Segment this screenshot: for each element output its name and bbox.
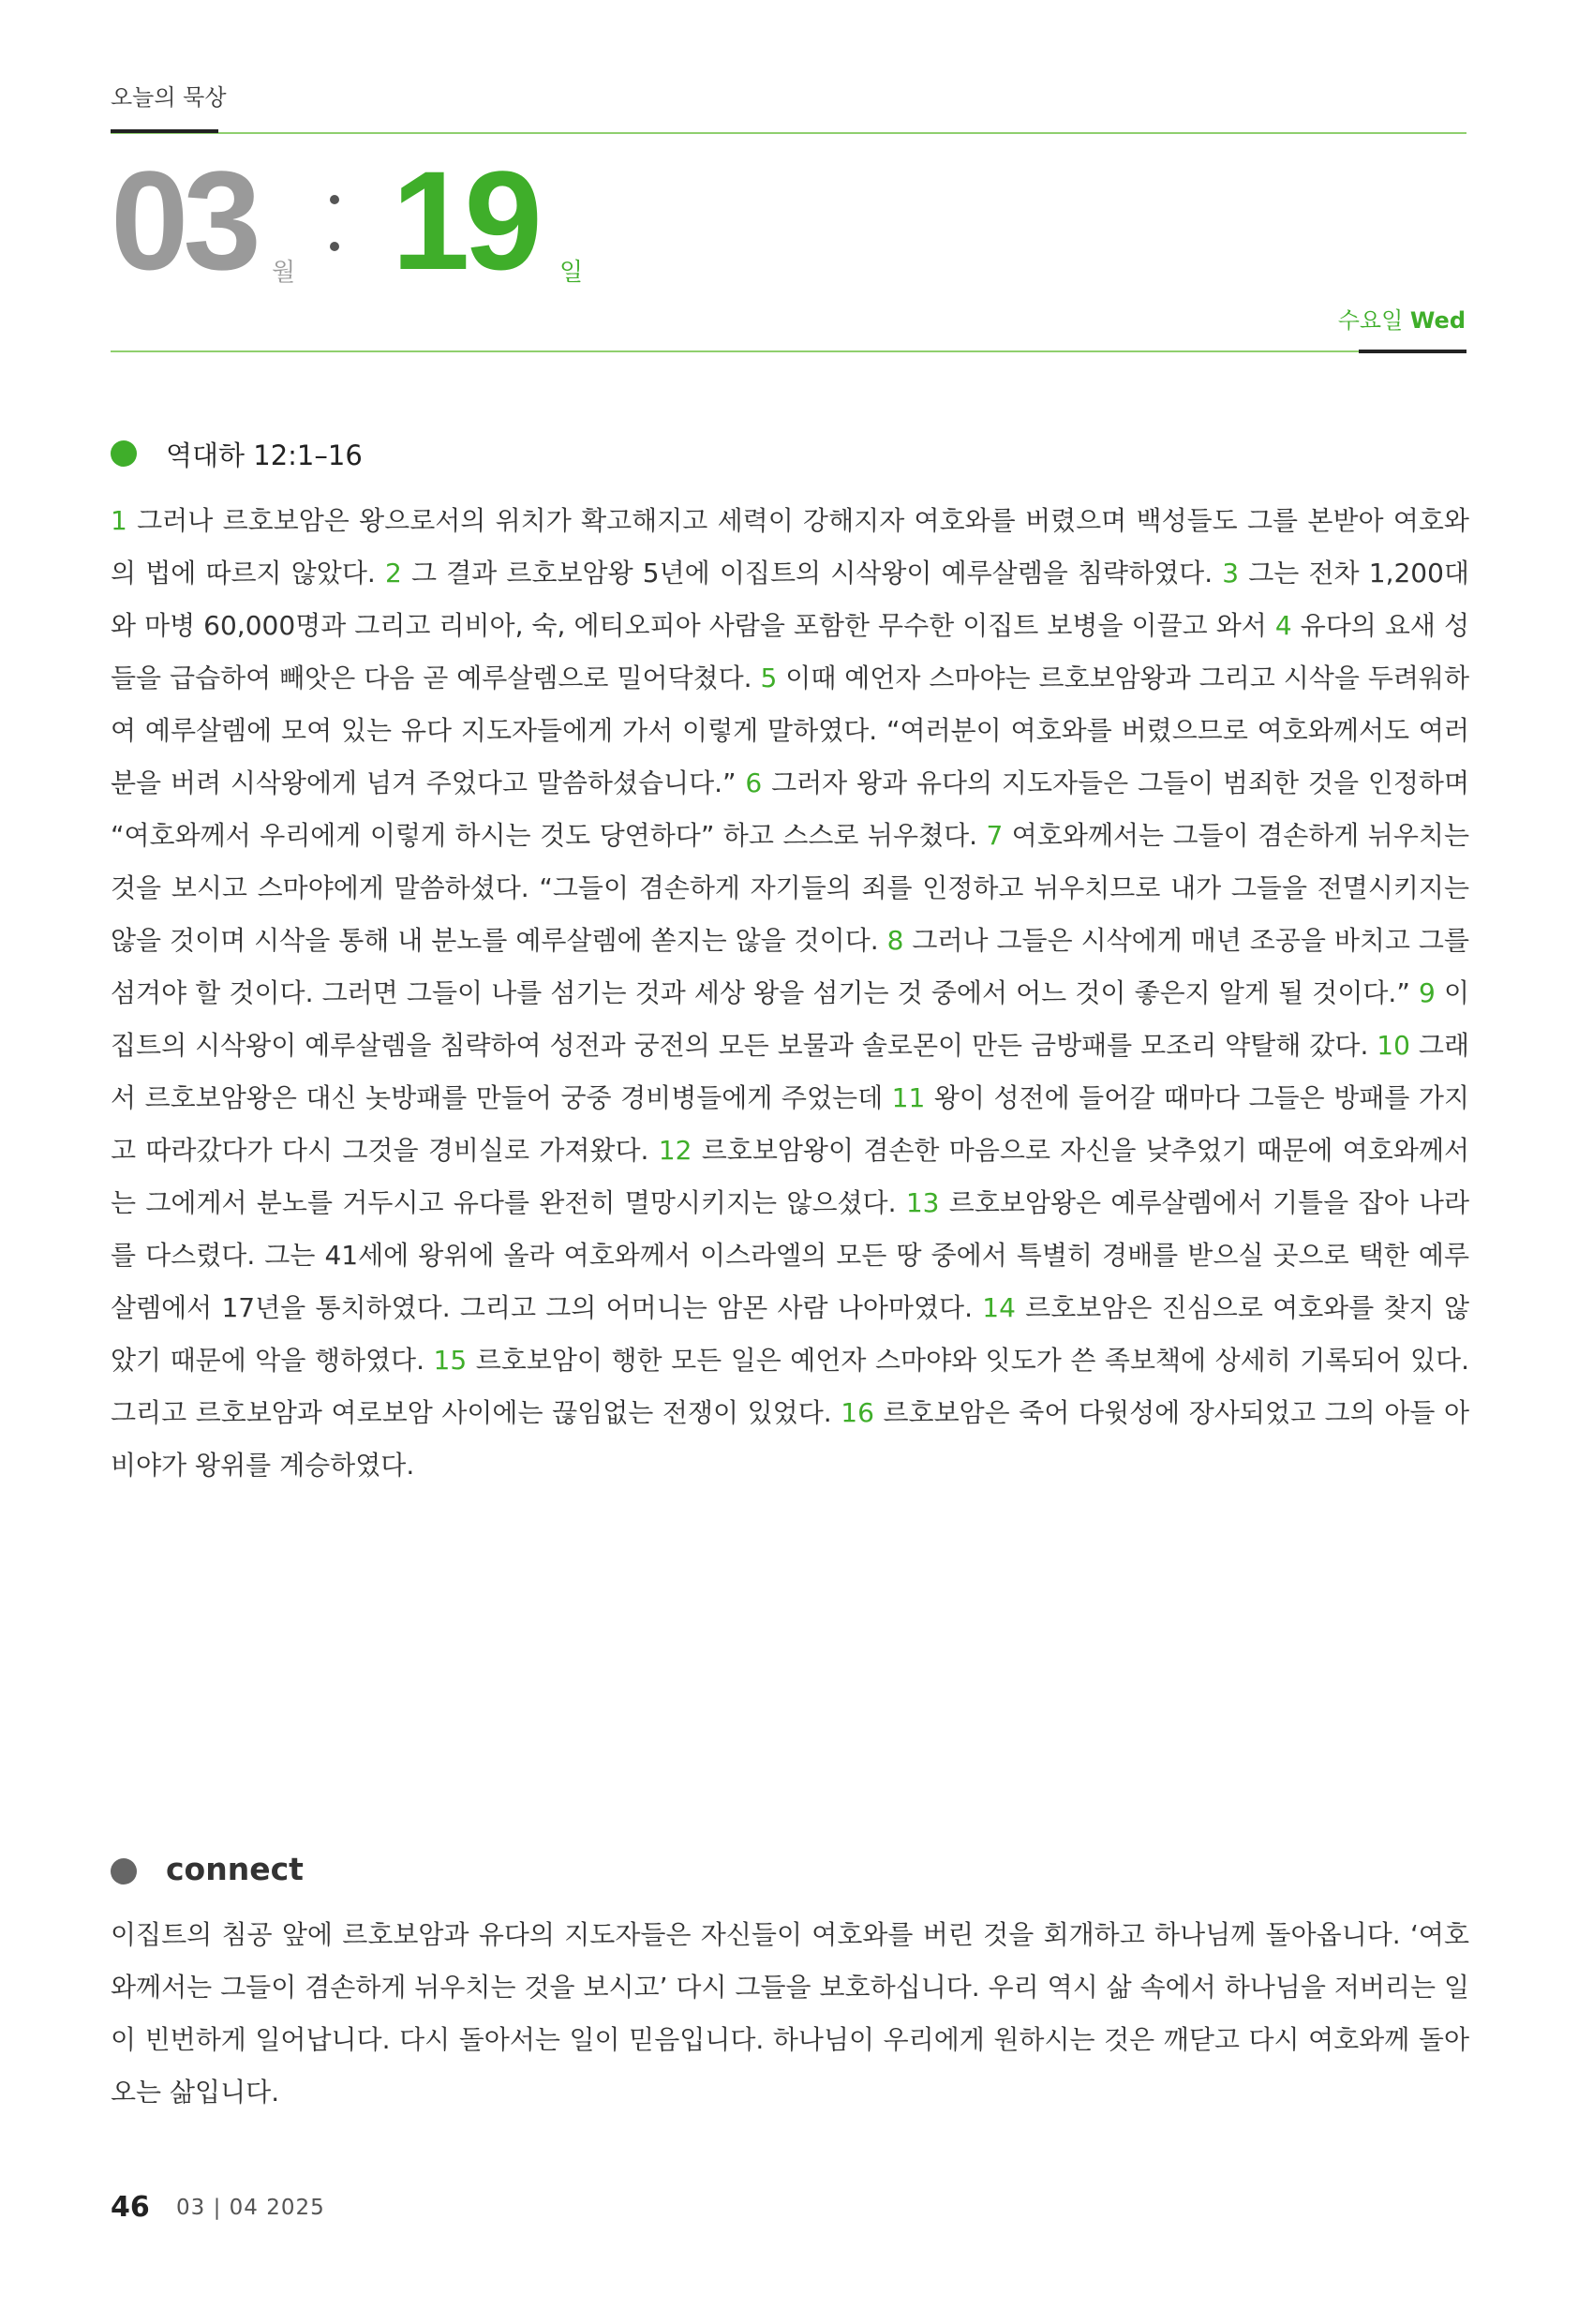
verse-number: 5: [760, 663, 778, 693]
verse-number: 9: [1418, 977, 1436, 1008]
verse-number: 15: [433, 1345, 468, 1376]
verse-text: 이집트의 시삭왕이 예루살렘을 침략하여 성전과 궁전의 모든 보물과 솔로몬이 만든 금방패를 모조리 약탈해 갔다.: [111, 977, 1469, 1061]
verse-number: 7: [986, 820, 1004, 851]
weekday-en: Wed: [1409, 307, 1466, 334]
month-label: 월: [272, 259, 296, 287]
scripture-text: [111, 495, 1469, 1492]
verse-text: 유다의 요새 성들을 급습하여 빼앗은 다음 곧 예루살렘으로 밀어닥쳤다.: [111, 610, 1470, 693]
verse-number: 8: [886, 925, 904, 956]
connect-text: 이집트의 침공 앞에 르호보암과 유다의 지도자들은 자신들이 여호와를 버린 것을 회개하고 하나님께 돌아옵니다. ‘여호와께서는 그들이 겸손하게 뉘우치는 것을 보시고’ 다시 그들을 보호하십니다. 우리 역시 삶 속에서 하나님을 저버리는 일이 빈번하게 일어납니다. 다시 돌아서는 일이 믿음입니다. 하나님이 우리에게 원하시는 것은 깨닫고 다시 여호와께 돌아오는 삶입니다.: [111, 1919, 1469, 2108]
verse-number: 10: [1377, 1030, 1410, 1061]
connect-title: connect: [166, 1851, 304, 1887]
verse-text: 르호보암왕이 겸손한 마음으로 자신을 낮추었기 때문에 여호와께서는 그에게서 분노를 거두시고 유다를 완전히 멸망시키지는 않으셨다.: [111, 1135, 1469, 1218]
verse-number: 3: [1222, 558, 1240, 588]
verse-text: 그러나 그들은 시삭에게 매년 조공을 바치고 그를 섬겨야 할 것이다. 그러면 그들이 나를 섬기는 것과 세상 왕을 섬기는 것 중에서 어느 것이 좋은지 알게 될 것이다.”: [111, 925, 1470, 1008]
verse-text: 르호보암이 행한 모든 일은 예언자 스마야와 잇도가 쓴 족보책에 상세히 기록되어 있다. 그리고 르호보암과 여로보암 사이에는 끊임없는 전쟁이 있었다.: [111, 1345, 1470, 1428]
verse-number: 16: [841, 1397, 874, 1428]
verse-number: 14: [982, 1292, 1016, 1323]
issue-info: 03 | 04 2025: [176, 2196, 325, 2220]
verse-text: 왕이 성전에 들어갈 때마다 그들은 방패를 가지고 따라갔다가 다시 그것을 경비실로 가져왔다.: [111, 1082, 1470, 1166]
verse-number: 11: [891, 1082, 926, 1113]
verse-number: 6: [745, 767, 763, 798]
weekday-ko: 수요일: [1337, 307, 1404, 334]
verse-text: 르호보암왕은 예루살렘에서 기틀을 잡아 나라를 다스렸다. 그는 41세에 왕위에 올라 여호와께서 이스라엘의 모든 땅 중에서 특별히 경배를 받으실 곳으로 택한 예루살렘에서 17년을 통치하였다. 그리고 그의 어머니는 암몬 사람 나아마였다.: [111, 1187, 1469, 1323]
header-divider: [111, 350, 1466, 352]
day-number: 19: [392, 142, 537, 299]
verse-number: 2: [384, 558, 402, 588]
verse-text: 이때 예언자 스마야는 르호보암왕과 그리고 시삭을 두려워하여 예루살렘에 모여 있는 유다 지도자들에게 가서 이렇게 말하였다. “여러분이 여호와를 버렸으므로 여호와께서도 여러분을 버려 시삭왕에게 넘겨 주었다고 말씀하셨습니다.”: [111, 663, 1470, 798]
verse-text: 그 결과 르호보암왕 5년에 이집트의 시삭왕이 예루살렘을 침략하였다.: [410, 558, 1213, 588]
date-separator: [330, 195, 339, 261]
month-number: 03: [111, 142, 256, 299]
verse-text: 르호보암은 진심으로 여호와를 찾지 않았기 때문에 악을 행하였다.: [111, 1292, 1470, 1376]
verse-number: 1: [111, 505, 127, 536]
verse-text: 르호보암은 죽어 다윗성에 장사되었고 그의 아들 아비야가 왕위를 계승하였다.: [111, 1397, 1469, 1481]
section-label: 오늘의 묵상: [111, 84, 227, 111]
verse-text: 그는 전차 1,200대와 마병 60,000명과 그리고 리비아, 숙, 에티오피아 사람을 포함한 무수한 이집트 보병을 이끌고 와서: [111, 558, 1469, 641]
verse-text: 여호와께서는 그들이 겸손하게 뉘우치는 것을 보시고 스마야에게 말씀하셨다. “그들이 겸손하게 자기들의 죄를 인정하고 뉘우치므로 내가 그들을 전멸시키지는 않을 것이며 시삭을 통해 내 분노를 예루살렘에 쏟지는 않을 것이다.: [111, 820, 1469, 956]
verse-text: 그래서 르호보암왕은 대신 놋방패를 만들어 궁중 경비병들에게 주었는데: [111, 1030, 1469, 1113]
connect-bullet: [111, 1858, 137, 1885]
header-divider-accent: [1359, 350, 1466, 353]
verse-number: 13: [905, 1187, 940, 1218]
passage-bullet: [111, 440, 137, 467]
verse-number: 12: [658, 1135, 692, 1166]
page-number: 46: [111, 2191, 150, 2224]
verse-text: 그러자 왕과 유다의 지도자들은 그들이 범죄한 것을 인정하며 “여호와께서 우리에게 이렇게 하시는 것도 당연하다” 하고 스스로 뉘우쳤다.: [111, 767, 1470, 851]
verse-text: 그러나 르호보암은 왕으로서의 위치가 확고해지고 세력이 강해지자 여호와를 버렸으며 백성들도 그를 본받아 여호와의 법에 따르지 않았다.: [111, 505, 1469, 588]
day-label: 일: [559, 259, 584, 287]
passage-reference: 역대하 12:1–16: [166, 439, 363, 471]
top-divider-accent: [111, 129, 218, 133]
verse-number: 4: [1274, 610, 1292, 641]
weekday: [1338, 302, 1466, 335]
top-divider: [111, 132, 1466, 134]
